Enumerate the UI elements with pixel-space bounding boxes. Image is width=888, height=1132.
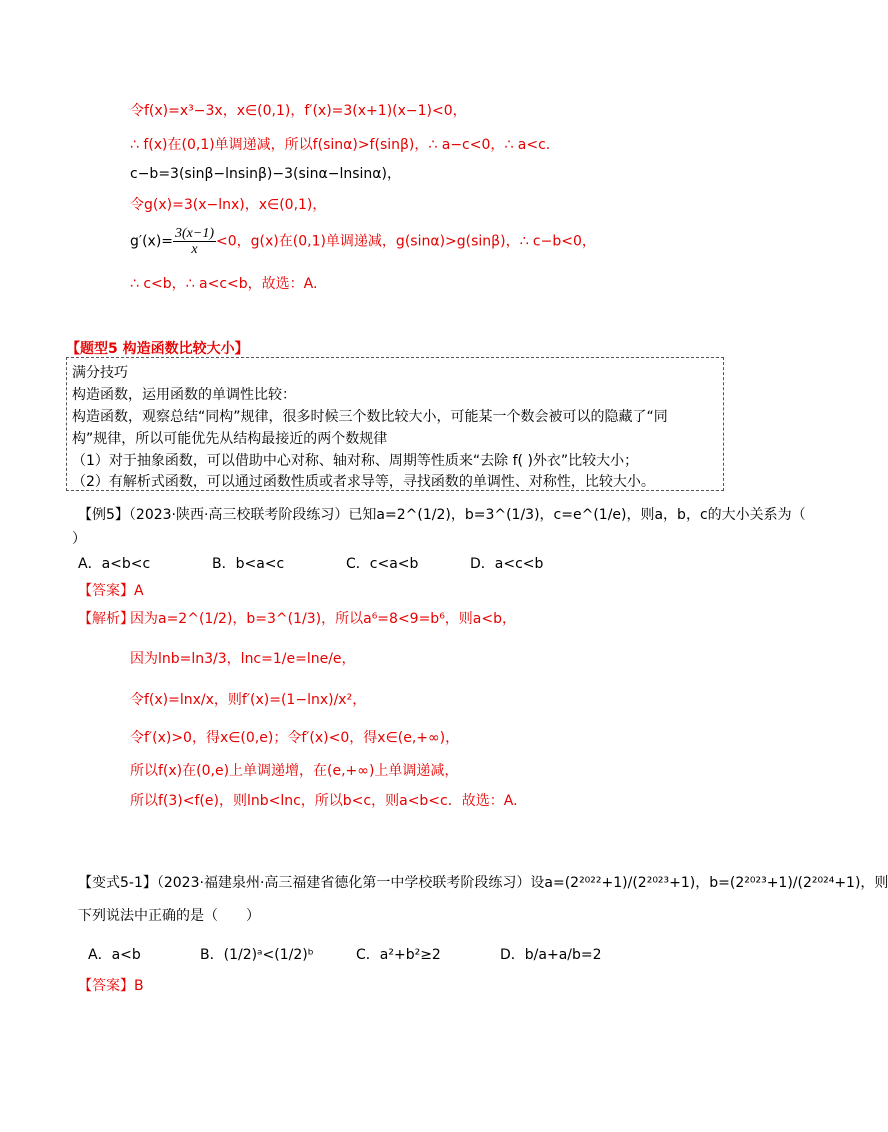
solution-label: 【解析】	[78, 611, 134, 627]
option-b: B．(1/2)ᵃ<(1/2)ᵇ	[200, 947, 314, 963]
tips-line: 构造函数，观察总结“同构”规律，很多时候三个数比较大小，可能某一个数会被可以的隐藏了“同	[72, 409, 668, 425]
solution-line-5: 所以f(x)在(0,e)上单调递增，在(e,+∞)上单调递减，	[130, 763, 459, 779]
tips-box	[66, 357, 724, 491]
prev-line-6: ∴ c<b，∴ a<c<b，故选：A.	[130, 276, 318, 292]
option-d: D．a<c<b	[470, 556, 544, 572]
tips-line: 构造函数，运用函数的单调性比较：	[72, 387, 296, 403]
tips-line: （1）对于抽象函数，可以借助中心对称、轴对称、周期等性质来“去除 f( )外衣”比较大小；	[72, 453, 639, 469]
variant-5-1-question: 【变式5-1】（2023·福建泉州·高三福建省德化第一中学校联考阶段练习）设a=(2²⁰²²+1)/(2²⁰²³+1)，b=(2²⁰²³+1)/(2²⁰²⁴+1)，则	[78, 875, 888, 891]
option-a: A．a<b<c	[78, 556, 151, 572]
option-a: A．a<b	[88, 947, 141, 963]
solution-line-2: 因为lnb=ln3/3，lnc=1/e=lne/e，	[130, 651, 356, 667]
fraction	[173, 226, 216, 257]
option-b: B．b<a<c	[212, 556, 285, 572]
solution-line-1: 因为a=2^(1/2)，b=3^(1/3)，所以a⁶=8<9=b⁶，则a<b，	[130, 611, 517, 627]
prev-line-4: 令g(x)=3(x−lnx)，x∈(0,1)，	[130, 197, 327, 213]
tips-line: 构”规律，所以可能优先从结构最接近的两个数规律	[72, 431, 388, 447]
tips-line: （2）有解析式函数，可以通过函数性质或者求导等，寻找函数的单调性、对称性，比较大小。	[72, 474, 655, 490]
variant-5-1-question-2: 下列说法中正确的是（ ）	[78, 908, 260, 924]
solution-line-3: 令f(x)=lnx/x，则f′(x)=(1−lnx)/x²，	[130, 692, 367, 708]
answer: 【答案】A	[78, 583, 144, 599]
tips-heading: 满分技巧	[72, 365, 128, 381]
prev-line-3: c−b=3(sinβ−lnsinβ)−3(sinα−lnsinα)，	[130, 166, 401, 182]
fraction-denominator: x	[191, 242, 198, 257]
option-c: C．c<a<b	[346, 556, 419, 572]
example-5-question: 【例5】（2023·陕西·高三校联考阶段练习）已知a=2^(1/2)，b=3^(1/3)，c=e^(1/e)，则a，b，c的大小关系为（	[78, 507, 806, 523]
prev-line-1: 令f(x)=x³−3x，x∈(0,1)，f′(x)=3(x+1)(x−1)<0，	[130, 103, 467, 119]
prev-line-5	[130, 226, 596, 257]
solution-line-6: 所以f(3)<f(e)，则lnb<lnc，所以b<c，则a<b<c．故选：A.	[130, 793, 518, 809]
option-d: D．b/a+a/b=2	[500, 947, 602, 963]
option-c: C．a²+b²≥2	[356, 947, 441, 963]
fraction-numerator: 3(x−1)	[175, 226, 215, 241]
prev-line-2: ∴ f(x)在(0,1)单调递减，所以f(sinα)>f(sinβ)，∴ a−c<0，∴ a<c.	[130, 137, 551, 153]
example-5-question-end: ）	[72, 531, 86, 547]
solution-line-4: 令f′(x)>0，得x∈(0,e)；令f′(x)<0，得x∈(e,+∞)，	[130, 730, 460, 746]
prev-line-5-lhs: g′(x)=	[130, 233, 174, 250]
section-title: 【题型5 构造函数比较大小】	[66, 341, 249, 357]
prev-line-5-rhs: <0，g(x)在(0,1)单调递减，g(sinα)>g(sinβ)，∴ c−b<0，	[216, 233, 596, 250]
answer: 【答案】B	[78, 978, 144, 994]
